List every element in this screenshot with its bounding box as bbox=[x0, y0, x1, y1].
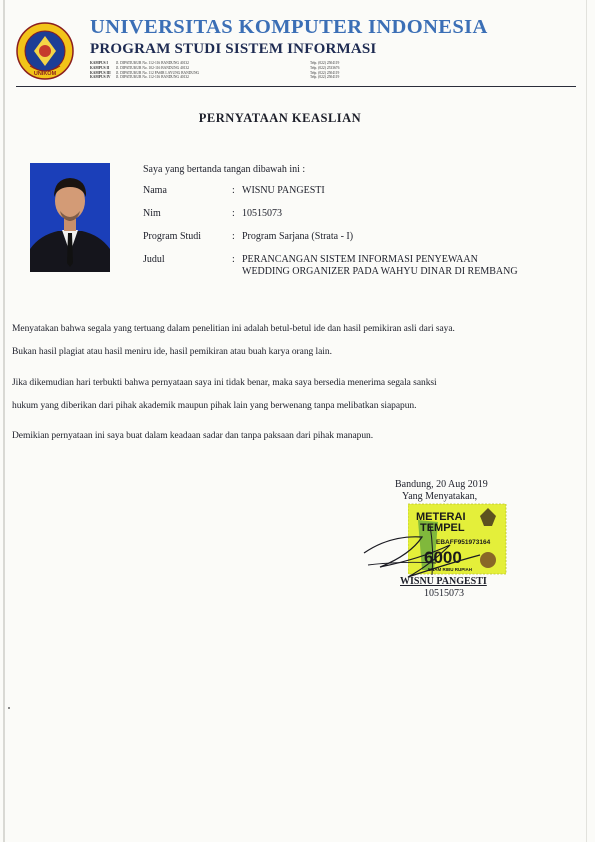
university-name: UNIVERSITAS KOMPUTER INDONESIA bbox=[90, 16, 488, 38]
statement-paragraph: Jika dikemudian hari terbukti bahwa pernyataan saya ini tidak benar, maka saya bersedia menerima segala sanksi bbox=[12, 378, 437, 388]
name-value: WISNU PANGESTI bbox=[242, 185, 325, 196]
title-separator: : bbox=[232, 254, 235, 265]
student-photo bbox=[30, 163, 110, 272]
university-logo bbox=[16, 22, 74, 80]
logo-text: UNIKOM bbox=[33, 71, 57, 77]
thesis-title-value bbox=[242, 254, 518, 278]
name-label: Nama bbox=[143, 185, 167, 196]
thesis-title-line: PERANCANGAN SISTEM INFORMASI PENYEWAAN bbox=[242, 254, 478, 265]
page-edge-right bbox=[586, 0, 587, 842]
signer-name: WISNU PANGESTI bbox=[400, 576, 487, 587]
nim-value: 10515073 bbox=[242, 208, 282, 219]
address-row: KAMPUS IV Jl. DIPATIUKUR No. 112-116 BANDUNG 40132 Telp. (022) 2504119 bbox=[90, 75, 340, 80]
place-date: Bandung, 20 Aug 2019 bbox=[395, 479, 488, 490]
nim-separator: : bbox=[232, 208, 235, 219]
stamp-words: ENAM RIBU RUPIAH bbox=[428, 567, 473, 572]
intro-text: Saya yang bertanda tangan dibawah ini : bbox=[143, 164, 306, 175]
address-row: KAMPUS I Jl. DIPATIUKUR No. 112-116 BANDUNG 40132 Telp. (022) 2504119 bbox=[90, 61, 340, 65]
statement-paragraph: Menyatakan bahwa segala yang tertuang dalam penelitian ini adalah betul-betul ide dan hasil pemikiran asli dari saya. bbox=[12, 324, 455, 334]
statement-paragraph: Bukan hasil plagiat atau hasil meniru ide, hasil pemikiran atau buah karya orang lain. bbox=[12, 347, 332, 357]
stamp-amount: 6000 bbox=[424, 548, 462, 567]
name-separator: : bbox=[232, 185, 235, 196]
stamp-serial: EBAFF951973164 bbox=[436, 539, 491, 546]
closing-paragraph: Demikian pernyataan ini saya buat dalam keadaan sadar dan tanpa paksaan dari pihak manapun. bbox=[12, 431, 374, 441]
program-value: Program Sarjana (Strata - I) bbox=[242, 231, 354, 242]
program-label: Program Studi bbox=[143, 231, 202, 242]
page-edge-left bbox=[3, 0, 5, 842]
thesis-title-line: WEDDING ORGANIZER PADA WAHYU DINAR DI REMBANG bbox=[242, 266, 518, 277]
stamp-line2: TEMPEL bbox=[420, 522, 465, 534]
program-separator: : bbox=[232, 231, 235, 242]
nim-label: Nim bbox=[143, 208, 161, 219]
scan-speck bbox=[8, 707, 10, 709]
address-row: KAMPUS III Jl. DIPATIUKUR No. 112 PASIR LAYUNG BANDUNG Telp. (022) 2504119 bbox=[90, 70, 340, 75]
document-title: PERNYATAAN KEASLIAN bbox=[198, 111, 362, 125]
address-row: KAMPUS II Jl. DIPATIUKUR No. 102-116 BANDUNG 40132 Telp. (022) 2533676 bbox=[90, 65, 340, 70]
program-name: PROGRAM STUDI SISTEM INFORMASI bbox=[90, 41, 377, 57]
signer-nim: 10515073 bbox=[424, 588, 464, 599]
address-block bbox=[90, 61, 490, 80]
handwritten-signature bbox=[360, 515, 500, 585]
stamp-line1: METERAI bbox=[416, 511, 466, 523]
statement-paragraph: hukum yang diberikan dari pihak akademik maupun pihak lain yang berwenang tanpa melibatkan siapapun. bbox=[12, 401, 417, 411]
stated-by: Yang Menyatakan, bbox=[402, 491, 478, 502]
title-label: Judul bbox=[143, 254, 165, 265]
letterhead-divider bbox=[16, 86, 576, 87]
